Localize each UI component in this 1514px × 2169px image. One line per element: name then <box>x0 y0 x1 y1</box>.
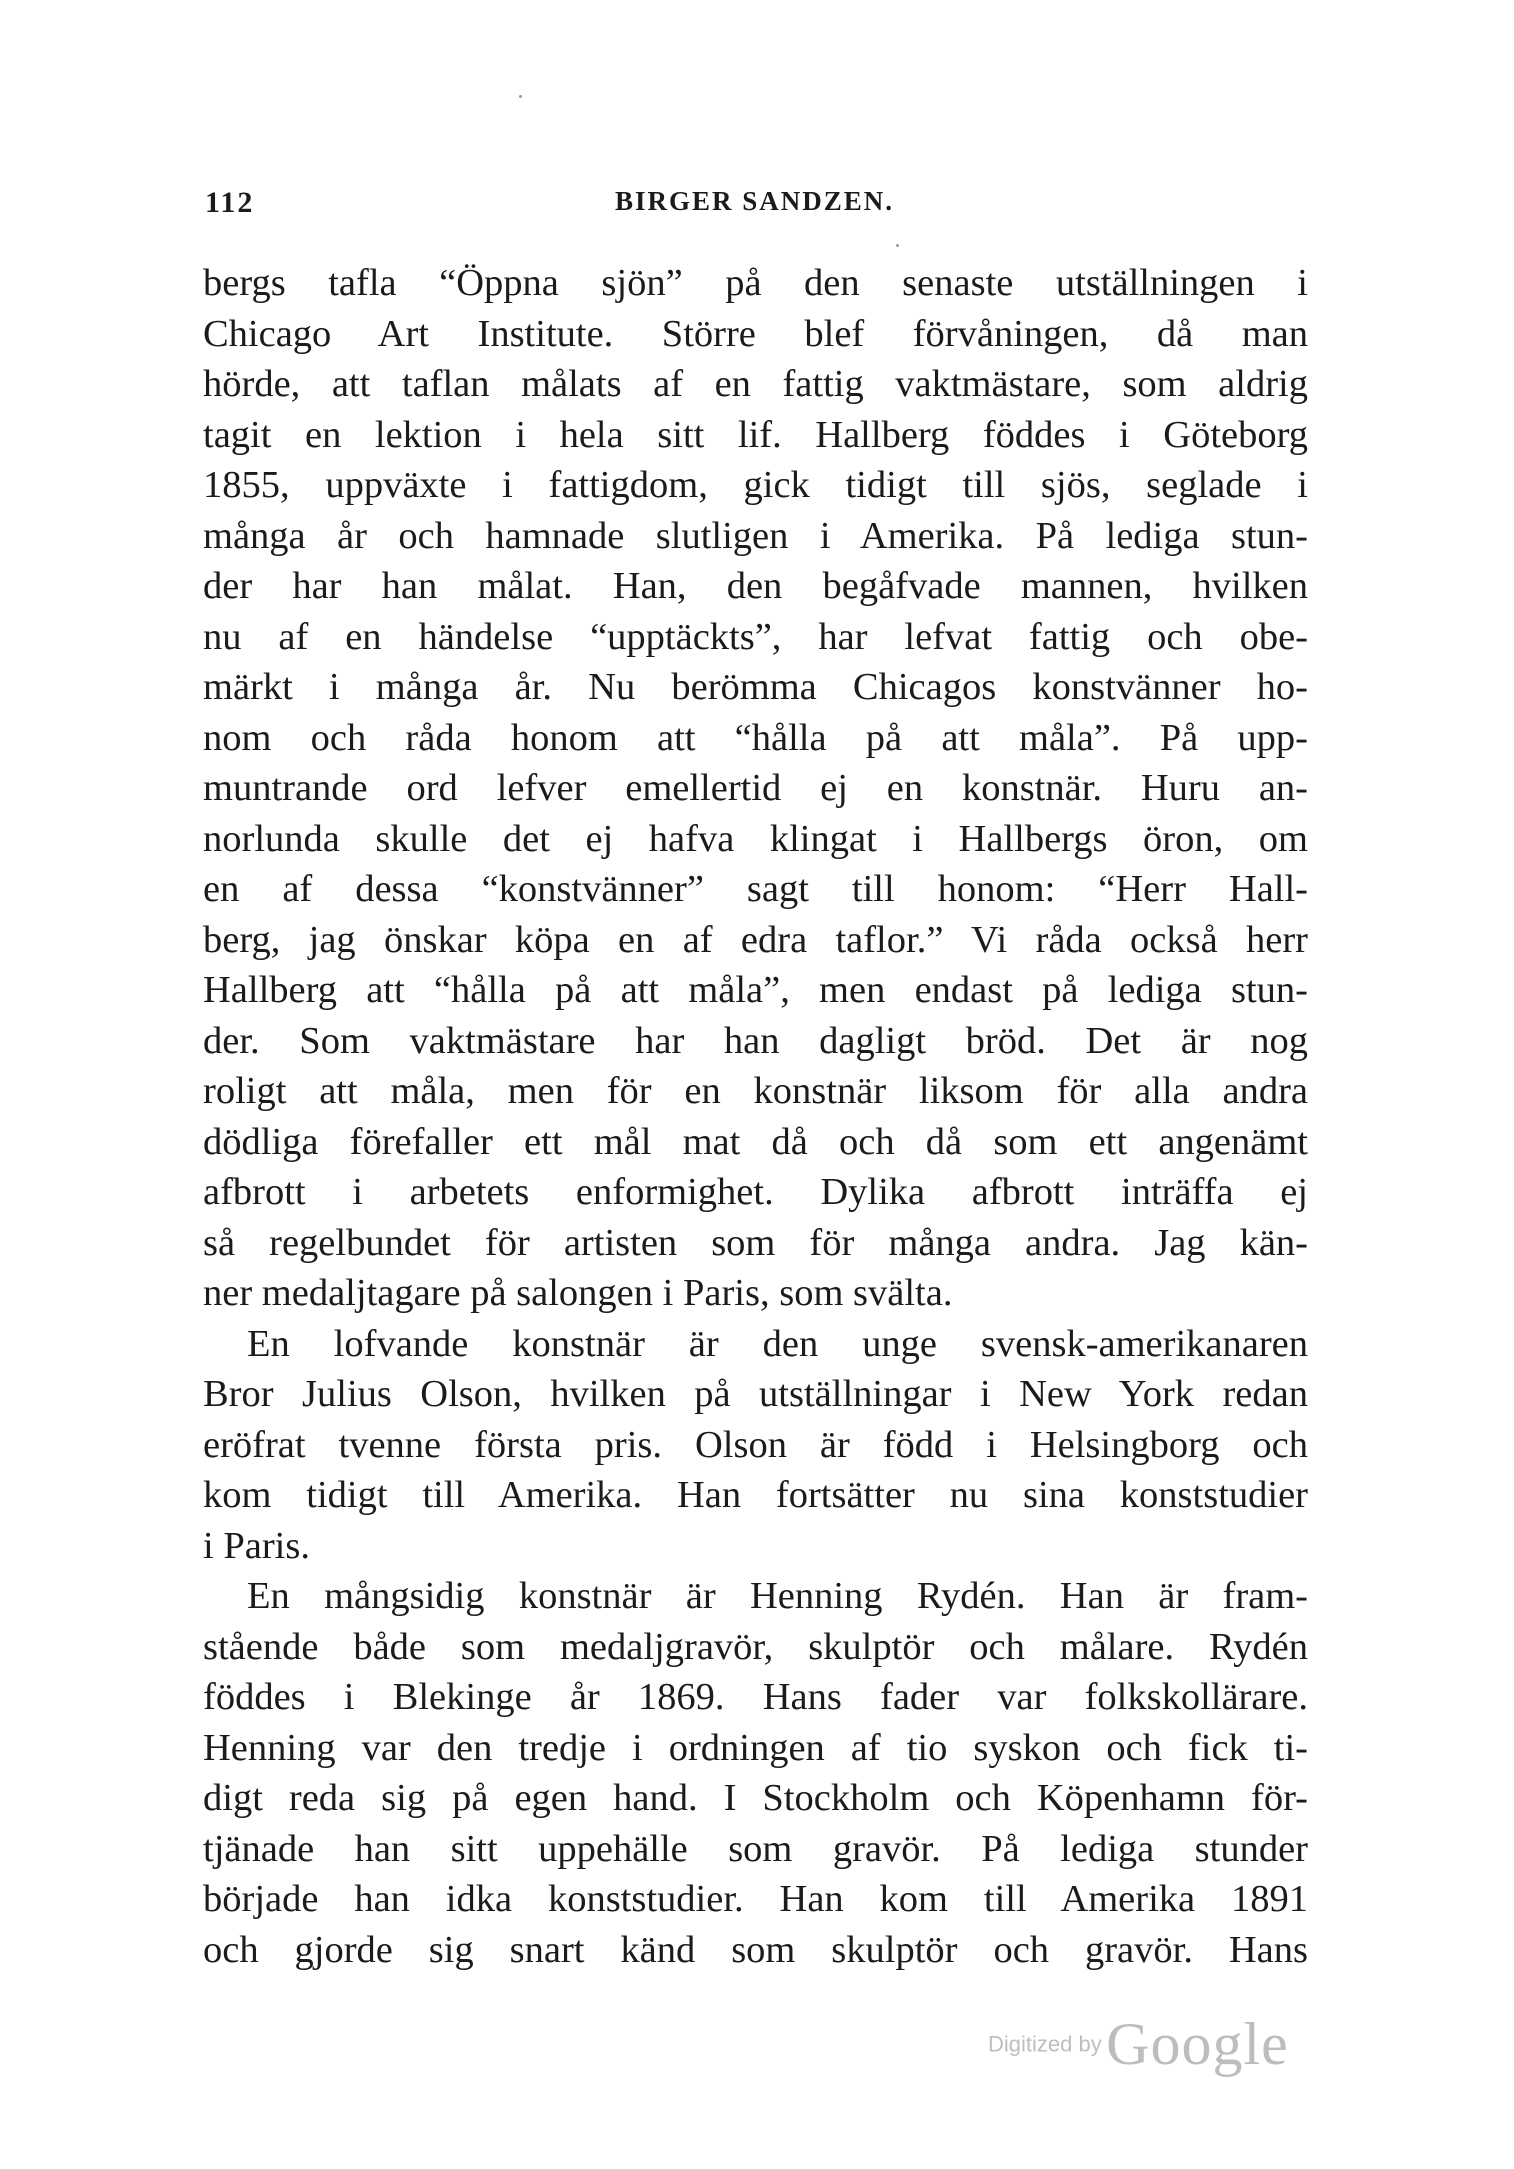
text-line: Chicago Art Institute. Större blef förvåningen, då man <box>203 312 1308 355</box>
text-line: digt reda sig på egen hand. I Stockholm och Köpenhamn för- <box>203 1777 1308 1819</box>
text-line: 1855, uppväxte i fattigdom, gick tidigt till sjös, seglade i <box>203 464 1308 506</box>
text-line: Hallberg att “hålla på att måla”, men endast på lediga stun- <box>203 969 1308 1011</box>
text-line: der. Som vaktmästare har han dagligt bröd. Det är nog <box>203 1019 1308 1062</box>
page-header <box>205 186 1305 234</box>
text-line: nu af en händelse “upptäckts”, har lefvat fattig och obe- <box>203 615 1308 658</box>
text-line: kom tidigt till Amerika. Han fortsätter nu sina konststudier <box>203 1474 1308 1516</box>
text-line: många år och hamnade slutligen i Amerika. På lediga stun- <box>203 514 1308 557</box>
watermark-prefix: Digitized by <box>988 2031 1102 2057</box>
text-line: Bror Julius Olson, hvilken på utställningar i New York redan <box>203 1373 1308 1415</box>
text-line: och gjorde sig snart känd som skulptör och gravör. Hans <box>203 1928 1308 1971</box>
text-line: norlunda skulle det ej hafva klingat i Hallbergs öron, om <box>203 817 1308 860</box>
text-line: märkt i många år. Nu berömma Chicagos konstvänner ho- <box>203 666 1308 708</box>
text-line: stående både som medaljgravör, skulptör och målare. Rydén <box>203 1625 1308 1668</box>
body-text <box>203 258 1308 1975</box>
text-line: berg, jag önskar köpa en af edra taflor.” Vi råda också herr <box>203 918 1308 961</box>
text-line: i Paris. <box>203 1524 310 1567</box>
running-head: BIRGER SANDZEN. <box>615 186 895 216</box>
text-line: roligt att måla, men för en konstnär liksom för alla andra <box>203 1070 1308 1112</box>
digitized-watermark <box>988 2010 1289 2079</box>
text-line: hörde, att taflan målats af en fattig vaktmästare, som aldrig <box>203 363 1308 405</box>
text-line: der har han målat. Han, den begåfvade mannen, hvilken <box>203 565 1308 607</box>
text-line: eröfrat tvenne första pris. Olson är född i Helsingborg och <box>203 1423 1308 1466</box>
speck <box>896 244 899 247</box>
text-line: En mångsidig konstnär är Henning Rydén. Han är fram- <box>247 1575 1308 1617</box>
text-line: så regelbundet för artisten som för många andra. Jag kän- <box>203 1221 1308 1264</box>
text-line: tjänade han sitt uppehälle som gravör. På lediga stunder <box>203 1827 1308 1870</box>
text-line: tagit en lektion i hela sitt lif. Hallberg föddes i Göteborg <box>203 413 1308 456</box>
watermark-brand: Google <box>1106 2011 1289 2077</box>
text-line: nom och råda honom att “hålla på att måla”. På upp- <box>203 716 1308 759</box>
speck <box>519 95 522 98</box>
text-line: bergs tafla “Öppna sjön” på den senaste utställningen i <box>203 262 1308 304</box>
page-number: 112 <box>205 186 255 219</box>
text-line: afbrott i arbetets enformighet. Dylika afbrott inträffa ej <box>203 1171 1308 1213</box>
text-line: Henning var den tredje i ordningen af tio syskon och fick ti- <box>203 1726 1308 1769</box>
text-line: ner medaljtagare på salongen i Paris, som svälta. <box>203 1272 953 1314</box>
text-line: började han idka konststudier. Han kom till Amerika 1891 <box>203 1878 1308 1920</box>
text-line: En lofvande konstnär är den unge svensk-amerikanaren <box>247 1322 1308 1365</box>
text-line: föddes i Blekinge år 1869. Hans fader var folkskollärare. <box>203 1676 1308 1718</box>
text-line: muntrande ord lefver emellertid ej en konstnär. Huru an- <box>203 767 1308 809</box>
text-line: en af dessa “konstvänner” sagt till honom: “Herr Hall- <box>203 868 1308 910</box>
text-line: dödliga förefaller ett mål mat då och då som ett angenämt <box>203 1120 1308 1163</box>
